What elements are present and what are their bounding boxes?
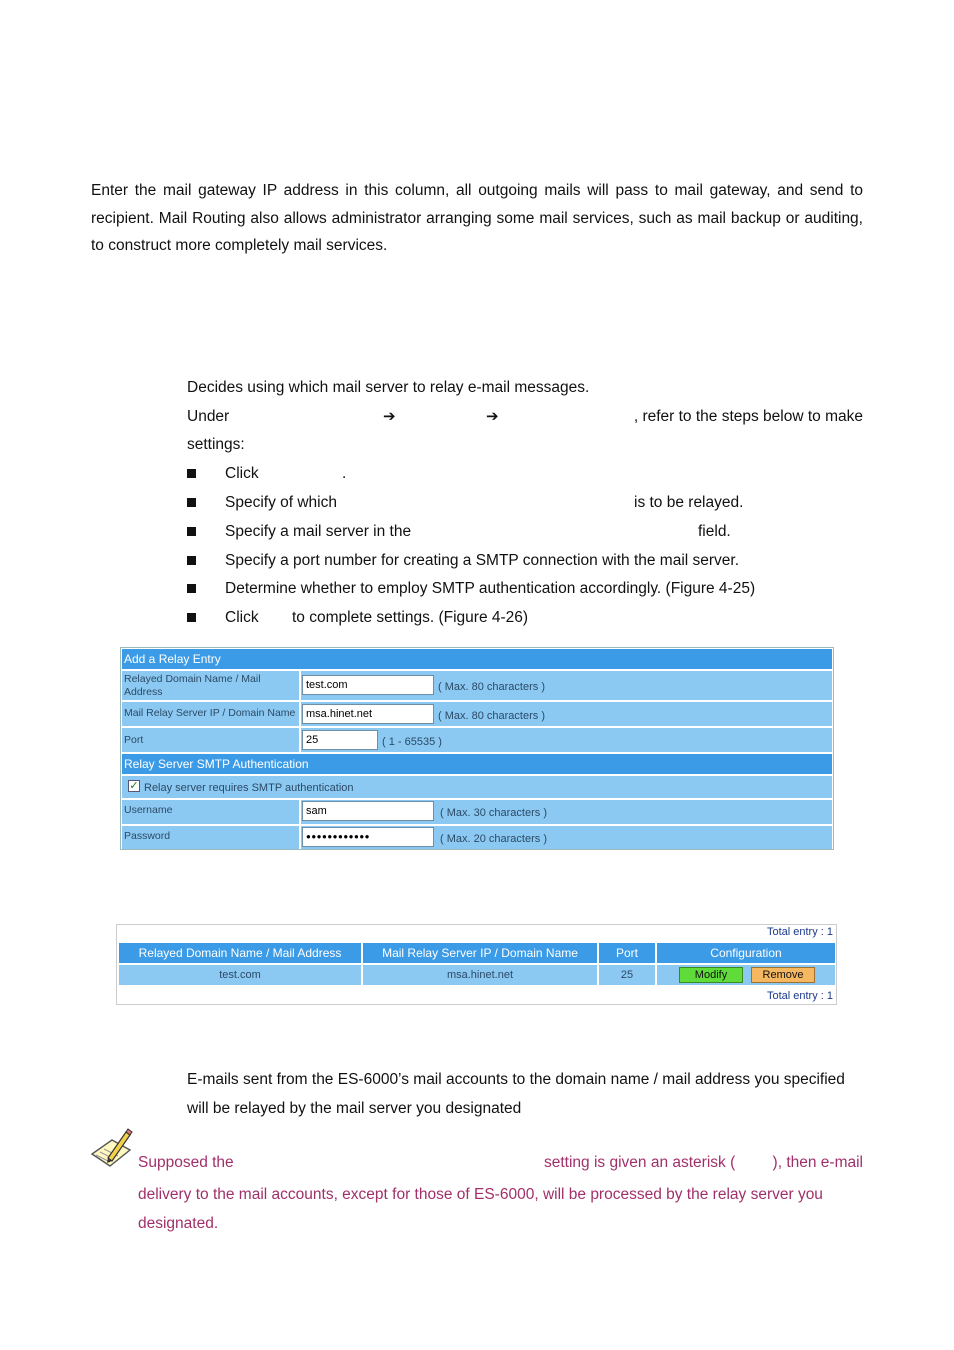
relay-table [116,924,837,1005]
refer-text: , refer to the steps below to make [633,408,863,425]
bullet-icon [187,613,196,622]
server-label: Mail Relay Server IP / Domain Name [122,702,299,726]
cell-domain: test.com [119,965,361,985]
note-text-b: setting is given an asterisk ( [544,1154,736,1171]
port-hint: ( 1 - 65535 ) [382,736,442,748]
username-input[interactable]: sam [302,801,434,821]
username-hint: ( Max. 30 characters ) [440,807,547,819]
step-2-tail: is to be relayed. [634,494,744,511]
step-1-text: Click [225,465,259,482]
note-text-a: Supposed the [138,1154,234,1171]
auth-row [122,776,832,798]
under-text: Under [187,408,230,425]
domain-row [122,671,832,700]
bullet-icon [187,469,196,478]
domain-input[interactable]: test.com [302,675,434,695]
step-3-tail: field. [698,523,731,540]
result-line-1: E-mails sent from the ES-6000’s mail accounts to the domain name / mail address you specified [187,1071,845,1088]
decides-line: Decides using which mail server to relay e-mail messages. [187,379,590,396]
add-relay-form [120,647,834,850]
arrow-right-icon: ➔ [486,408,499,425]
password-row [122,826,832,849]
port-label: Port [122,728,299,752]
auth-check-label: Relay server requires SMTP authentication [144,782,354,794]
step-3-text: Specify a mail server in the [225,523,412,540]
col-header-server: Mail Relay Server IP / Domain Name [363,943,597,963]
note-pencil-icon [88,1128,134,1170]
bullet-icon [187,527,196,536]
cell-server: msa.hinet.net [363,965,597,985]
step-1-tail: . [342,465,347,482]
username-label: Username [122,800,299,824]
note-text-c: ), then e-mail [772,1154,863,1171]
note-line-3: designated. [138,1215,219,1232]
settings-text: settings: [187,436,245,453]
auth-header: Relay Server SMTP Authentication [122,754,832,774]
server-input[interactable]: msa.hinet.net [302,704,434,724]
bullet-icon [187,584,196,593]
modify-button[interactable]: Modify [679,967,743,983]
remove-button[interactable]: Remove [751,967,815,983]
password-hint: ( Max. 20 characters ) [440,833,547,845]
col-header-config: Configuration [657,943,835,963]
total-entry-top: Total entry : 1 [766,926,833,938]
bullet-icon [187,556,196,565]
step-5-text: Determine whether to employ SMTP authentication accordingly. (Figure 4-25) [225,580,756,597]
port-input[interactable]: 25 [302,730,378,750]
port-row [122,728,832,752]
domain-hint: ( Max. 80 characters ) [438,681,545,693]
domain-label: Relayed Domain Name / Mail Address [122,671,299,700]
server-hint: ( Max. 80 characters ) [438,710,545,722]
password-label: Password [122,826,299,849]
form-header: Add a Relay Entry [122,649,832,669]
note-line-2: delivery to the mail accounts, except for those of ES-6000, will be processed by the relay server you [138,1186,823,1203]
bullet-icon [187,498,196,507]
server-row [122,702,832,726]
col-header-port: Port [599,943,655,963]
col-header-domain: Relayed Domain Name / Mail Address [119,943,361,963]
intro-paragraph: Enter the mail gateway IP address in this column, all outgoing mails will pass to mail gateway, and send to recipient. Mail Routing also allows administrator arranging some mail services, such as mail backup or auditing, to construct more completely mail services. [91,182,863,254]
password-input[interactable]: ●●●●●●●●●●●● [302,827,434,847]
arrow-right-icon: ➔ [383,408,396,425]
step-6-tail: to complete settings. (Figure 4-26) [292,609,529,626]
result-line-2: will be relayed by the mail server you designated [187,1100,522,1117]
cell-port: 25 [599,965,655,985]
cell-config [657,965,835,985]
step-4-text: Specify a port number for creating a SMTP connection with the mail server. [225,552,740,569]
username-row [122,800,832,824]
total-entry-bottom: Total entry : 1 [766,990,833,1002]
step-6-text: Click [225,609,259,626]
step-2-text: Specify of which [225,494,337,511]
auth-checkbox[interactable]: ✓ [129,780,139,792]
